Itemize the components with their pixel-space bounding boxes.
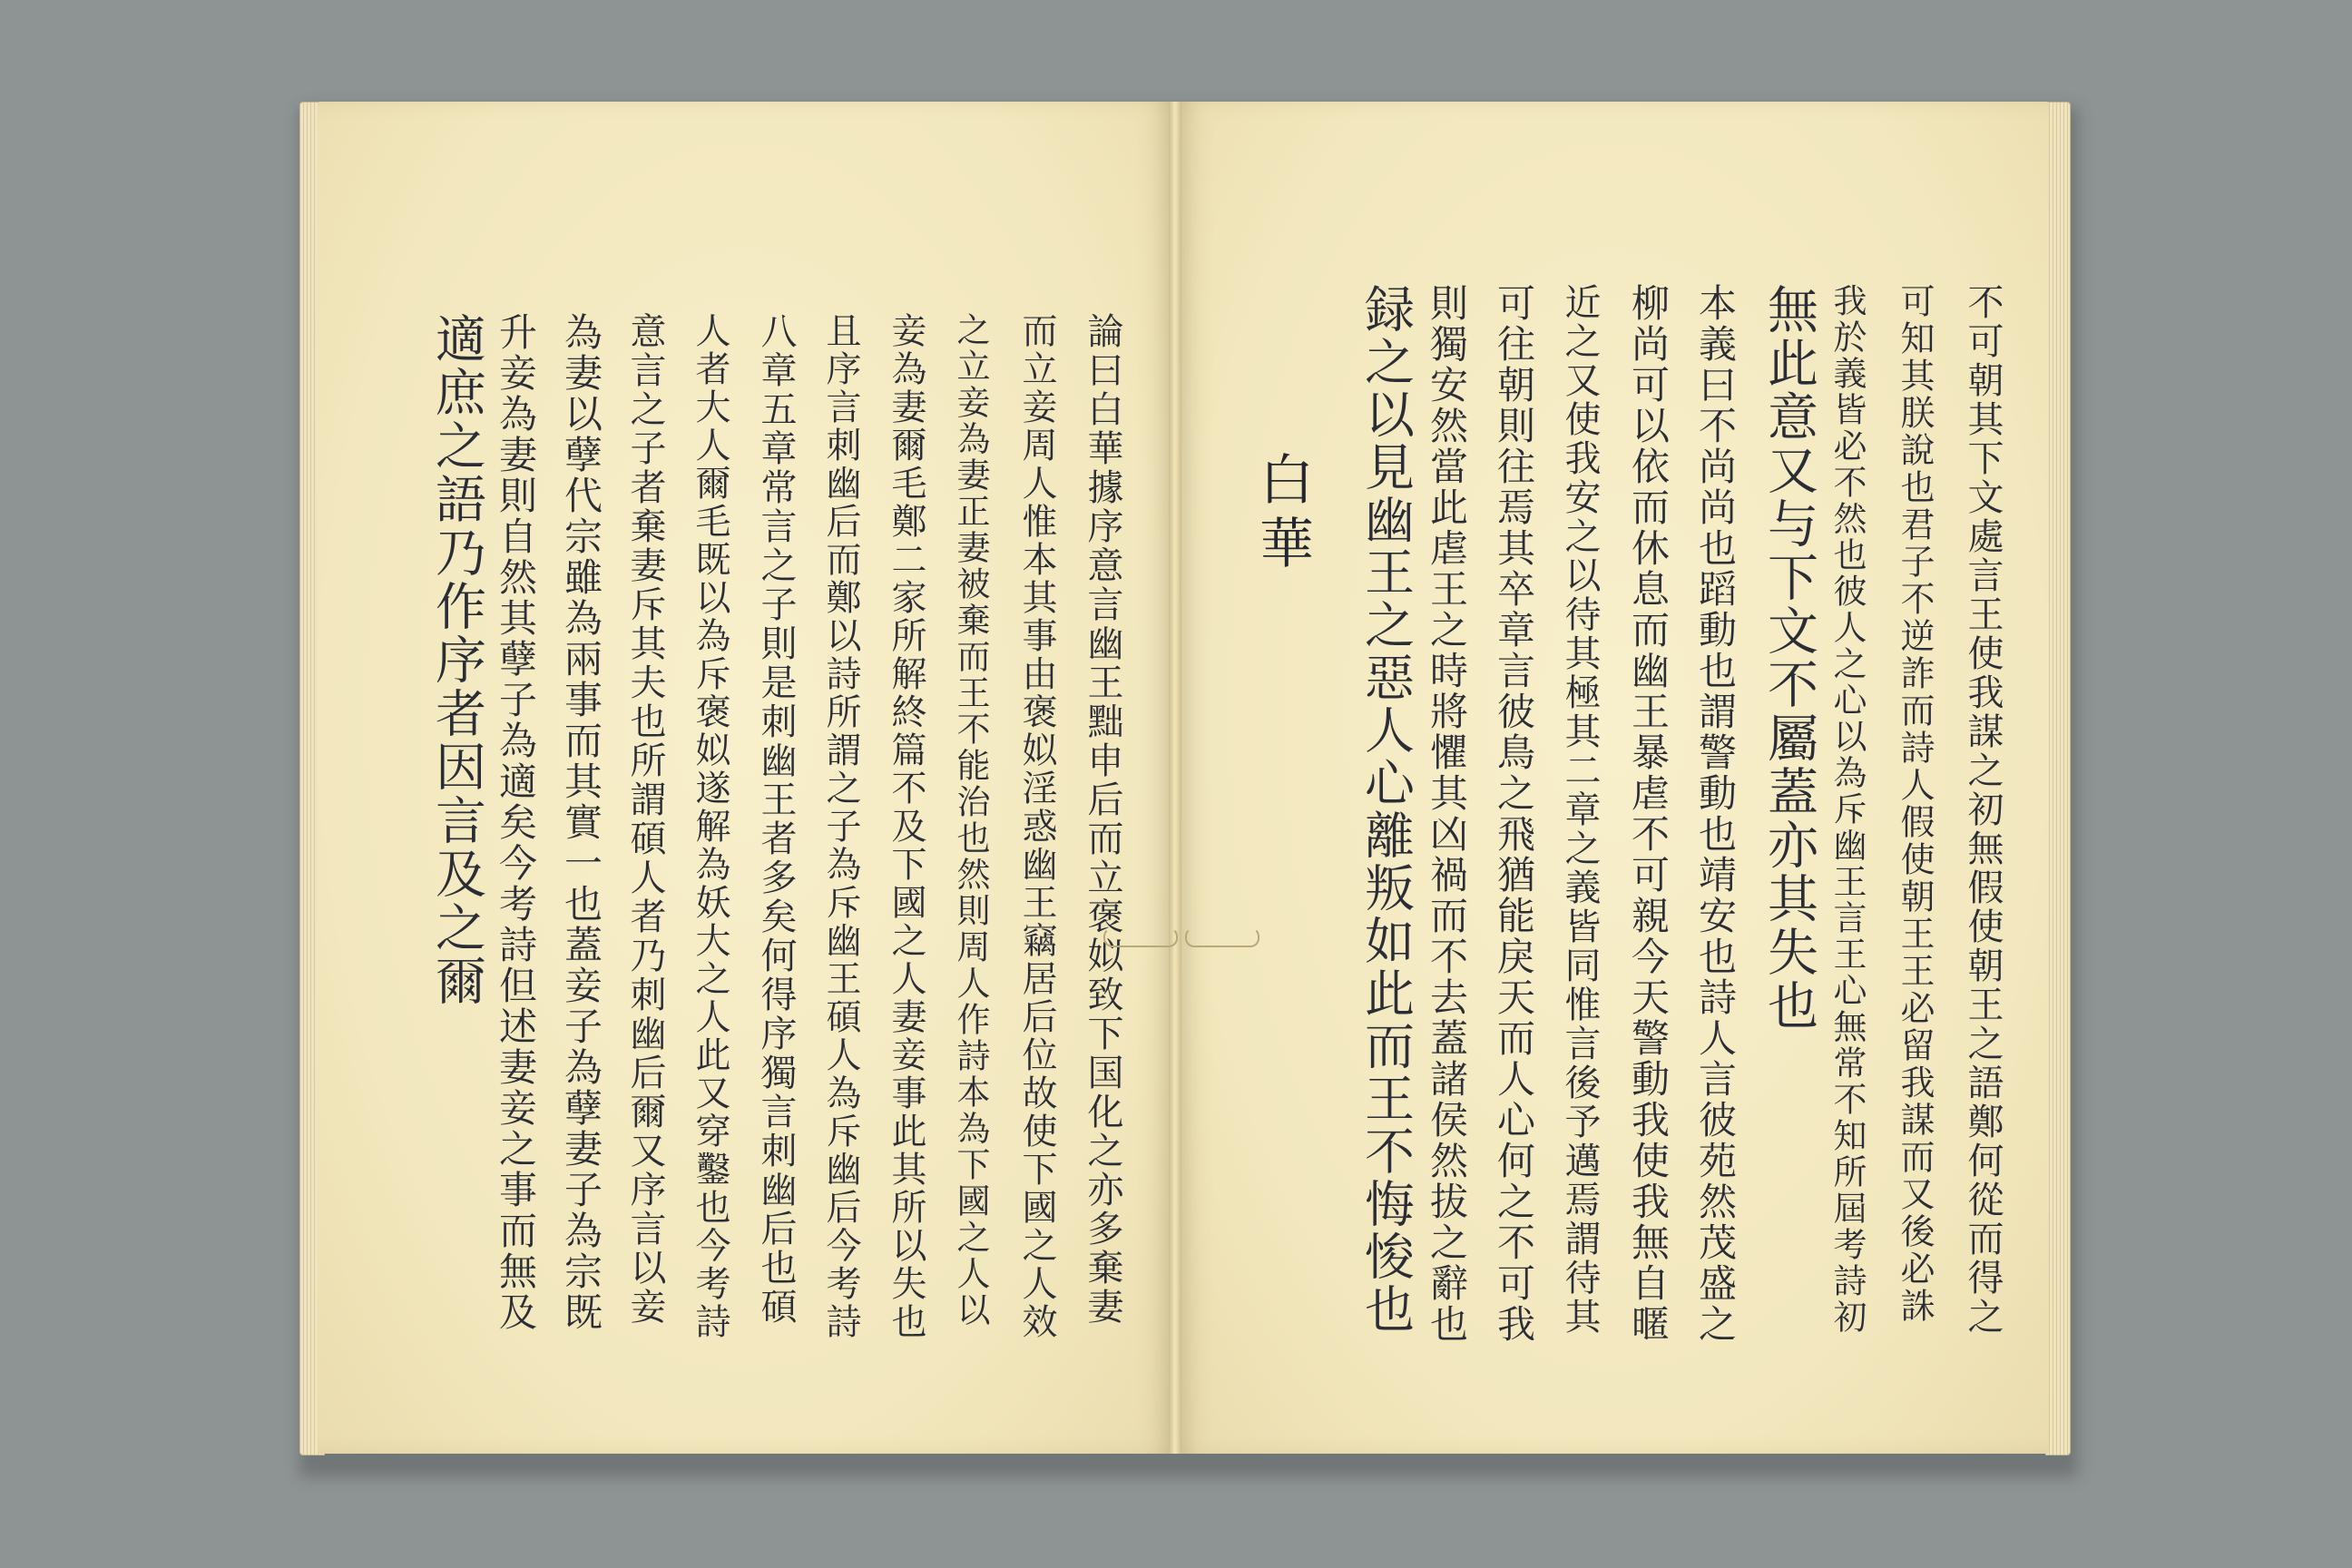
- right-column-8: 可往朝則往焉其卒章言彼鳥之飛猶能戾天而人心何之不可我: [1492, 283, 1536, 1345]
- binding-thread-right: [1185, 927, 1259, 947]
- left-column-7: 人者大人爾毛既以為斥褒姒遂解為妖大之人此又穿鑿也今考詩: [690, 312, 730, 1341]
- left-column-6: 八章五章常言之子則是刺幽王者多矣何得序獨言刺幽后也碩: [755, 312, 797, 1327]
- right-column-3: 我於義皆必不然也彼人之心以為斥幽王言王心無常不知所屆考詩初: [1828, 283, 1867, 1336]
- right-column-5: 本義曰不尚尚也蹈動也謂警動也靖安也詩人言彼苑然茂盛之: [1693, 283, 1738, 1345]
- right-column-4: 無此意又与下文不屬蓋亦其失也: [1759, 283, 1818, 1033]
- book-gutter: [1169, 102, 1181, 1454]
- left-column-8: 意言之子者棄妻斥其夫也所謂碩人者乃刺幽后爾又序言以妾: [624, 312, 666, 1327]
- left-column-10: 升妾為妻則自然其孽子為適矣今考詩但述妻妾之事而無及: [494, 312, 538, 1333]
- binding-thread-left: [1103, 927, 1178, 947]
- right-column-7: 近之又使我安之以待其極其二章之義皆同惟言後予邁焉謂待其: [1559, 283, 1601, 1337]
- left-column-2: 而立妾周人惟本其事由褒姒淫惑幽王竊居后位故使下國之人效: [1016, 312, 1057, 1341]
- section-heading: 白華: [1250, 451, 1314, 578]
- right-page: [1180, 102, 2049, 1454]
- page-edges-right: [2045, 102, 2071, 1455]
- right-column-6: 柳尚可以依而休息而幽王暴虐不可親今天警動我使我無自暱: [1626, 283, 1671, 1345]
- right-column-10: 録之以見幽王之惡人心離叛如此而王不悔悛也: [1357, 283, 1415, 1336]
- right-column-1: 不可朝其下文處言王使我謀之初無假使朝王之語鄭何從而得之: [1962, 283, 2004, 1337]
- left-page: [318, 102, 1171, 1454]
- left-column-1: 論曰白華據序意言幽王黜申后而立褒姒致下国化之亦多棄妻: [1082, 312, 1123, 1327]
- left-column-11: 適庶之語乃作序者因言及之爾: [427, 312, 486, 1008]
- left-column-9: 為妻以孽代宗雖為兩事而其實一也蓋妾子為孽妻子為宗既: [559, 312, 603, 1333]
- left-column-4: 妾為妻爾毛鄭二家所解終篇不及下國之人妻妾事此其所以失也: [886, 312, 926, 1341]
- left-column-5: 且序言刺幽后而鄭以詩所謂之子為斥幽王碩人為斥幽后今考詩: [820, 312, 861, 1341]
- right-column-9: 則獨安然當此虐王之時將懼其凶禍而不去蓋諸侯然拔之辭也: [1425, 283, 1469, 1345]
- left-column-3: 之立妾為妻正妻被棄而王不能治也然則周人作詩本為下國之人以: [951, 312, 990, 1328]
- right-column-2: 可知其朕說也君子不逆詐而詩人假使朝王王必留我謀而又後必誅: [1895, 283, 1935, 1325]
